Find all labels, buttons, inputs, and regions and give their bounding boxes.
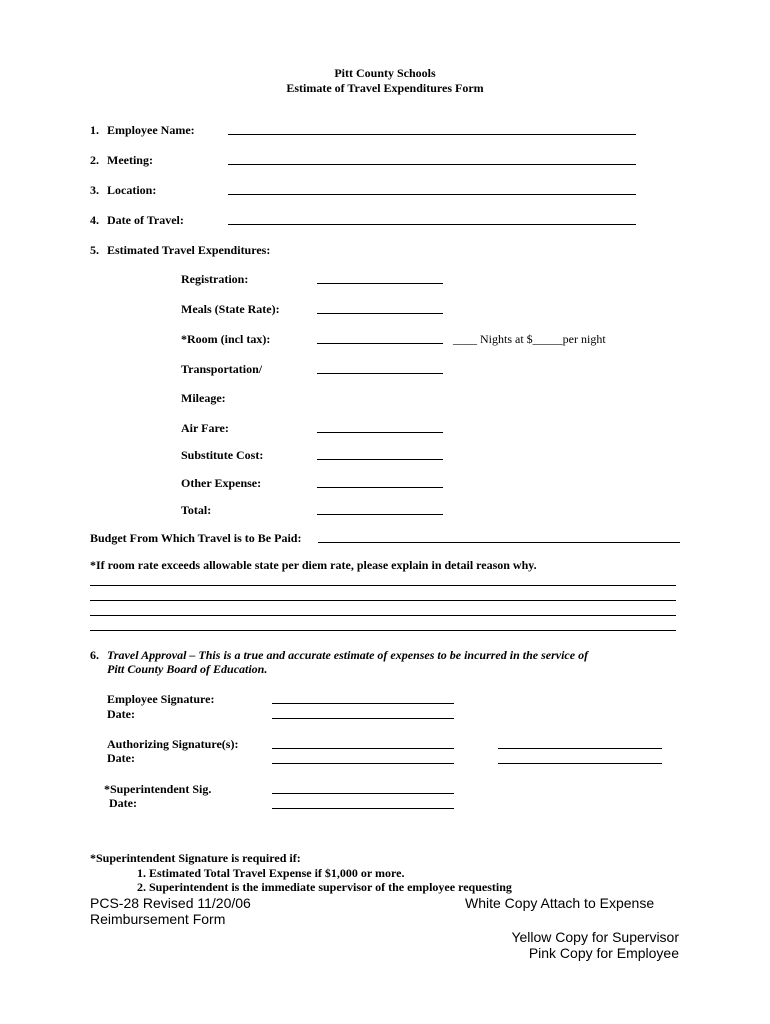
field-label: Meeting: (107, 153, 153, 167)
substitute-label: Substitute Cost: (181, 448, 264, 462)
pink-copy-note: Pink Copy for Employee (528, 945, 679, 961)
section-number: 5. (90, 243, 99, 257)
explanation-line-3[interactable] (90, 615, 676, 616)
white-copy-note: White Copy Attach to Expense (465, 895, 655, 911)
explanation-line-2[interactable] (90, 600, 676, 601)
mileage-label: Mileage: (181, 391, 226, 405)
nights-text: ____ Nights at $_____per night (453, 332, 606, 346)
authorizing-signature-label: Authorizing Signature(s): (107, 737, 239, 751)
airfare-label: Air Fare: (181, 421, 229, 435)
expenditures-heading: Estimated Travel Expenditures: (107, 243, 271, 257)
other-expense-label: Other Expense: (181, 476, 262, 490)
form-id: PCS-28 Revised 11/20/06 (90, 895, 251, 911)
org-name: Pitt County Schools (334, 66, 436, 80)
budget-line[interactable] (318, 542, 680, 543)
airfare-line[interactable] (317, 432, 443, 433)
employee-date-line[interactable] (272, 718, 454, 719)
approval-line-1: Travel Approval – This is a true and accurate estimate of expenses to be incurred in the service of (107, 648, 589, 662)
budget-label: Budget From Which Travel is to Be Paid: (90, 531, 302, 545)
requirement-item: 2. Superintendent is the immediate supervisor of the employee requesting (137, 880, 512, 894)
requirement-item: 1. Estimated Total Travel Expense if $1,000 or more. (137, 866, 405, 880)
superintendent-signature-line[interactable] (272, 793, 454, 794)
authorizing-date-line-2[interactable] (498, 763, 662, 764)
section-number: 6. (90, 648, 99, 662)
field-number: 2. (90, 153, 99, 167)
reimbursement-form: Reimbursement Form (90, 911, 226, 927)
field-number: 3. (90, 183, 99, 197)
employee-date-label: Date: (107, 707, 135, 721)
explanation-line-4[interactable] (90, 630, 676, 631)
substitute-line[interactable] (317, 459, 443, 460)
employee-signature-line[interactable] (272, 703, 454, 704)
other-expense-line[interactable] (317, 487, 443, 488)
field-label: Location: (107, 183, 157, 197)
meals-line[interactable] (317, 313, 443, 314)
field-number: 1. (90, 123, 99, 137)
field-label: Employee Name: (107, 123, 195, 137)
registration-label: Registration: (181, 272, 249, 286)
total-label: Total: (181, 503, 212, 517)
superintendent-signature-label: *Superintendent Sig. (104, 782, 212, 796)
authorizing-date-label: Date: (107, 751, 135, 765)
room-note: *If room rate exceeds allowable state per diem rate, please explain in detail reason why. (90, 558, 537, 572)
location-line[interactable] (228, 194, 636, 195)
field-label: Date of Travel: (107, 213, 184, 227)
transportation-line[interactable] (317, 373, 443, 374)
room-line[interactable] (317, 343, 443, 344)
transportation-label: Transportation/ (181, 362, 263, 376)
total-line[interactable] (317, 514, 443, 515)
field-number: 4. (90, 213, 99, 227)
meals-label: Meals (State Rate): (181, 302, 280, 316)
explanation-line-1[interactable] (90, 585, 676, 586)
date-of-travel-line[interactable] (228, 224, 636, 225)
yellow-copy-note: Yellow Copy for Supervisor (511, 929, 679, 945)
superintendent-date-label: Date: (109, 796, 137, 810)
requirements-heading: *Superintendent Signature is required if: (90, 851, 301, 865)
registration-line[interactable] (317, 283, 443, 284)
authorizing-date-line-1[interactable] (272, 763, 454, 764)
form-title: Estimate of Travel Expenditures Form (286, 81, 484, 95)
meeting-line[interactable] (228, 164, 636, 165)
employee-name-line[interactable] (228, 134, 636, 135)
authorizing-signature-line-2[interactable] (498, 748, 662, 749)
room-label: *Room (incl tax): (181, 332, 271, 346)
authorizing-signature-line-1[interactable] (272, 748, 454, 749)
superintendent-date-line[interactable] (272, 808, 454, 809)
approval-line-2: Pitt County Board of Education. (107, 662, 268, 676)
employee-signature-label: Employee Signature: (107, 692, 215, 706)
